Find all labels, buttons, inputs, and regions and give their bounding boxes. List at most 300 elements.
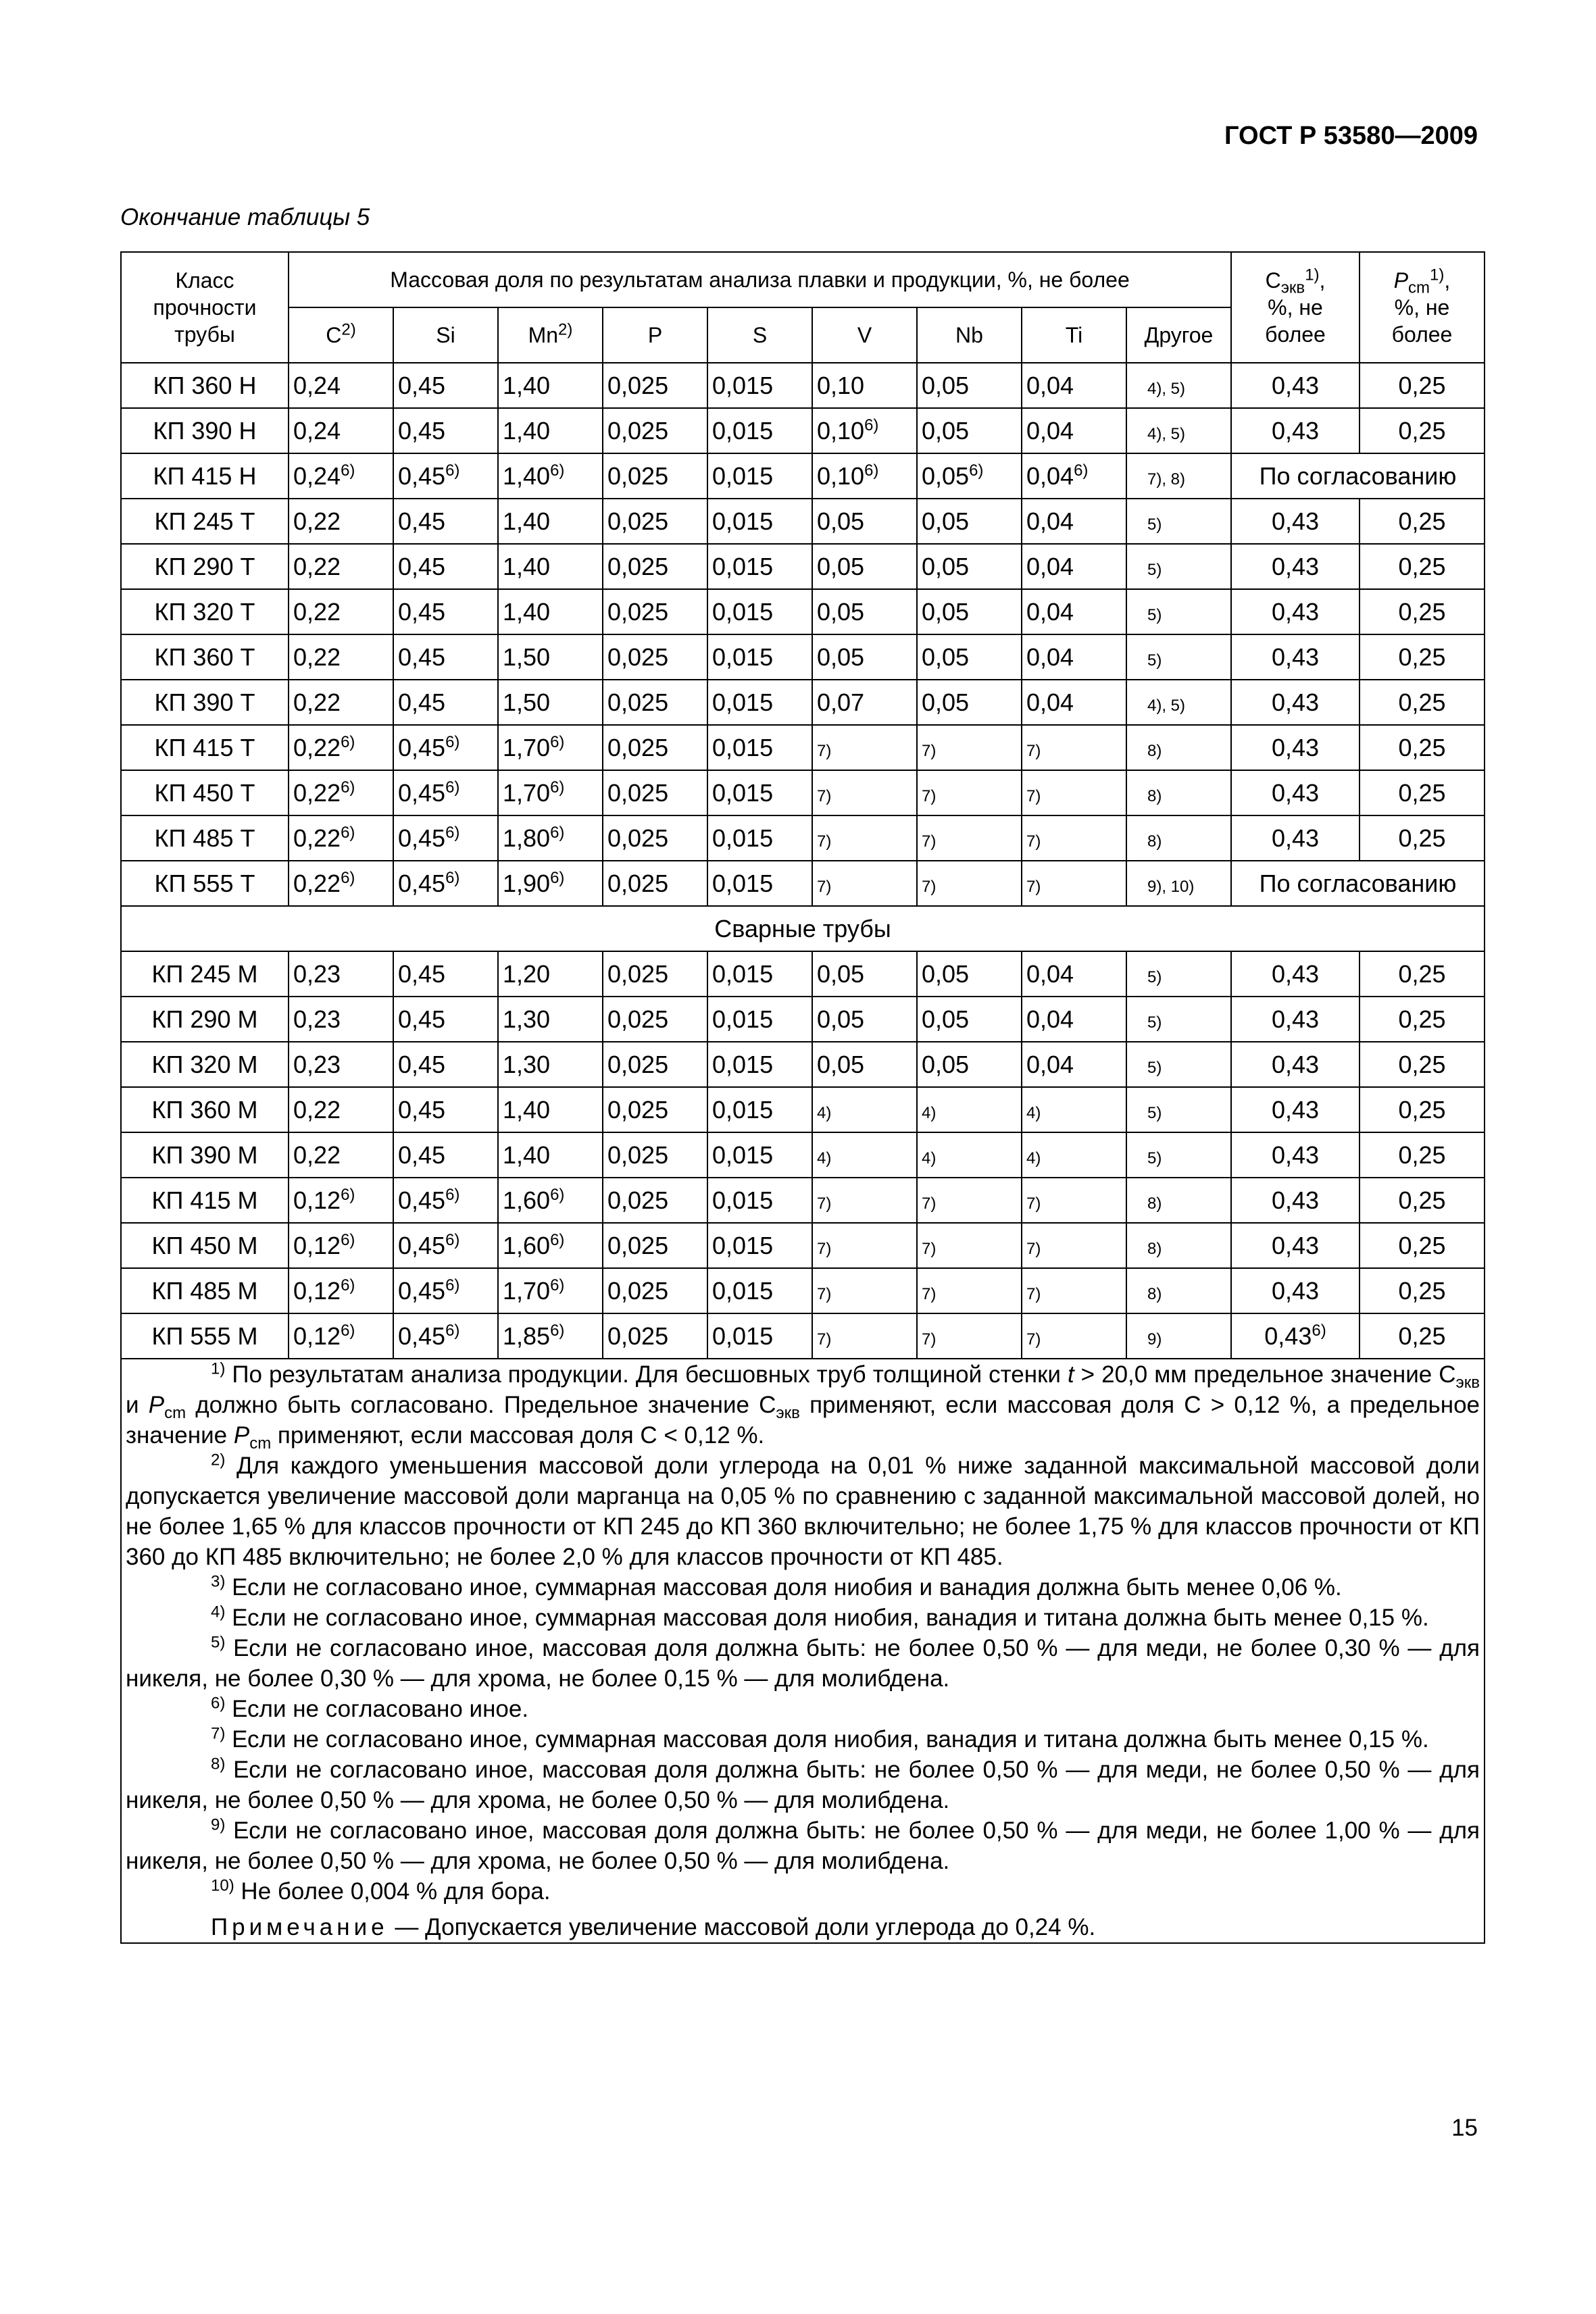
strength-class: КП 450 Т (121, 770, 289, 815)
cell-mn: 1,20 (498, 951, 603, 997)
cell-s: 0,015 (707, 453, 812, 499)
cell-s: 0,015 (707, 1178, 812, 1223)
cell-by-agreement: По согласованию (1231, 453, 1485, 499)
cell-nb: 0,05 (917, 951, 1022, 997)
cell-ce: 0,43 (1231, 589, 1360, 634)
cell-mn: 1,40 (498, 408, 603, 453)
cell-v: 0,07 (812, 680, 917, 725)
cell-ti: 7) (1022, 1223, 1126, 1268)
strength-class: КП 555 М (121, 1313, 289, 1359)
strength-class: КП 360 Н (121, 363, 289, 408)
cell-s: 0,015 (707, 499, 812, 544)
cell-other: 4), 5) (1126, 408, 1231, 453)
footnote-1: $^{1)}$ По результатам анализа продукции. Для бесшовных труб толщиной стенки t > 20,0 мм предельное значение $C_{экв}$ и $P_{cm}$ должно быть согласовано. Предельное значение $C_{экв}$ применяют, если массовая доля C > 0,12 %, а предельное значение $P_{cm}$ применяют, если массовая доля C < 0,12 %. (126, 1359, 1480, 1453)
strength-class: КП 320 Т (121, 589, 289, 634)
table-row (121, 1042, 1485, 1087)
header-element: Другое (1126, 307, 1231, 363)
table-caption: Окончание таблицы 5 (120, 204, 370, 230)
cell-si: 0,45 (393, 1132, 498, 1178)
cell-s: 0,015 (707, 1087, 812, 1132)
cell-pcm: 0,25 (1360, 408, 1485, 453)
cell-mn: 1,60$^{6)}$ (498, 1178, 603, 1223)
cell-v: 7) (812, 725, 917, 770)
table-row (121, 499, 1485, 544)
cell-s: 0,015 (707, 1268, 812, 1313)
cell-other: 8) (1126, 770, 1231, 815)
cell-pcm: 0,25 (1360, 1042, 1485, 1087)
footnote-item: $^{5)}$ Если не согласовано иное, массовая доля должна быть: не более 0,50 % — для меди, не более 0,30 % — для никеля, не более 0,30 % — для хрома, не более 0,15 % — для молибдена. (126, 1633, 1480, 1692)
header-element: Mn$^{2)}$ (498, 307, 603, 363)
table-row (121, 861, 1485, 906)
cell-nb: 7) (917, 1313, 1022, 1359)
header-element: $C^{2)}$ (289, 307, 393, 363)
cell-pcm: 0,25 (1360, 1087, 1485, 1132)
cell-pcm: 0,25 (1360, 1268, 1485, 1313)
footnote-item: $^{4)}$ Если не согласовано иное, суммарная массовая доля ниобия, ванадия и титана должна быть менее 0,15 %. (211, 1603, 1429, 1631)
header-element: Nb (917, 307, 1022, 363)
cell-si: 0,45 (393, 680, 498, 725)
footnote-item: $^{6)}$ Если не согласовано иное. (211, 1694, 529, 1722)
cell-nb: 0,05 (917, 499, 1022, 544)
cell-c: 0,22 (289, 634, 393, 680)
cell-v: 4) (812, 1132, 917, 1178)
table-row (121, 1223, 1485, 1268)
cell-p: 0,025 (603, 861, 707, 906)
cell-si: 0,45$^{6)}$ (393, 453, 498, 499)
cell-nb: 4) (917, 1087, 1022, 1132)
cell-ce: 0,43 (1231, 951, 1360, 997)
table-row (121, 453, 1485, 499)
strength-class: КП 245 Т (121, 499, 289, 544)
cell-v: 7) (812, 1223, 917, 1268)
cell-nb: 0,05 (917, 589, 1022, 634)
strength-class: КП 360 Т (121, 634, 289, 680)
cell-other: 5) (1126, 1087, 1231, 1132)
table-row (121, 1087, 1485, 1132)
cell-pcm: 0,25 (1360, 634, 1485, 680)
cell-mn: 1,40 (498, 499, 603, 544)
standard-designation: ГОСТ Р 53580—2009 (1224, 122, 1478, 150)
cell-other: 5) (1126, 634, 1231, 680)
cell-ce: 0,43 (1231, 634, 1360, 680)
cell-pcm: 0,25 (1360, 997, 1485, 1042)
cell-nb: 0,05 (917, 363, 1022, 408)
cell-by-agreement: По согласованию (1231, 861, 1485, 906)
strength-class: КП 290 М (121, 997, 289, 1042)
cell-mn: 1,70$^{6)}$ (498, 770, 603, 815)
cell-v: 0,05 (812, 997, 917, 1042)
table-row (121, 1132, 1485, 1178)
footnote-item: $^{10)}$ Не более 0,004 % для бора. (211, 1876, 551, 1905)
cell-v: 0,10$^{6)}$ (812, 408, 917, 453)
cell-mn: 1,40 (498, 589, 603, 634)
cell-mn: 1,30 (498, 1042, 603, 1087)
table-row (121, 680, 1485, 725)
cell-si: 0,45 (393, 634, 498, 680)
cell-nb: 7) (917, 861, 1022, 906)
cell-mn: 1,70$^{6)}$ (498, 1268, 603, 1313)
page-number: 15 (1451, 2115, 1478, 2141)
cell-ce: 0,43 (1231, 1178, 1360, 1223)
cell-mn: 1,40 (498, 1087, 603, 1132)
cell-c: 0,23 (289, 997, 393, 1042)
cell-nb: 7) (917, 1178, 1022, 1223)
cell-mn: 1,30 (498, 997, 603, 1042)
table-row (121, 951, 1485, 997)
cell-nb: 0,05 (917, 1042, 1022, 1087)
cell-v: 0,05 (812, 951, 917, 997)
cell-nb: 7) (917, 1223, 1022, 1268)
cell-mn: 1,40 (498, 1132, 603, 1178)
cell-c: 0,22 (289, 1087, 393, 1132)
cell-s: 0,015 (707, 1313, 812, 1359)
cell-si: 0,45 (393, 589, 498, 634)
cell-c: 0,24 (289, 363, 393, 408)
table-row (121, 1268, 1485, 1313)
cell-p: 0,025 (603, 408, 707, 453)
cell-other: 5) (1126, 1042, 1231, 1087)
cell-pcm: 0,25 (1360, 589, 1485, 634)
cell-p: 0,025 (603, 1087, 707, 1132)
cell-si: 0,45$^{6)}$ (393, 861, 498, 906)
cell-s: 0,015 (707, 544, 812, 589)
cell-other: 9), 10) (1126, 861, 1231, 906)
cell-ti: 0,04 (1022, 1042, 1126, 1087)
cell-pcm: 0,25 (1360, 725, 1485, 770)
table-row (121, 408, 1485, 453)
strength-class: КП 360 М (121, 1087, 289, 1132)
table-row (121, 589, 1485, 634)
footnote-item: $^{7)}$ Если не согласовано иное, суммарная массовая доля ниобия, ванадия и титана должна быть менее 0,15 %. (211, 1724, 1429, 1753)
cell-si: 0,45 (393, 408, 498, 453)
cell-nb: 7) (917, 770, 1022, 815)
table-row (121, 997, 1485, 1042)
cell-c: 0,12$^{6)}$ (289, 1268, 393, 1313)
cell-pcm: 0,25 (1360, 951, 1485, 997)
cell-mn: 1,50 (498, 680, 603, 725)
cell-mn: 1,70$^{6)}$ (498, 725, 603, 770)
cell-ce: 0,43 (1231, 499, 1360, 544)
cell-v: 7) (812, 1313, 917, 1359)
cell-other: 9) (1126, 1313, 1231, 1359)
cell-c: 0,12$^{6)}$ (289, 1313, 393, 1359)
cell-ti: 0,04 (1022, 363, 1126, 408)
cell-ce: 0,43 (1231, 815, 1360, 861)
cell-other: 5) (1126, 589, 1231, 634)
cell-ce: 0,43 (1231, 1223, 1360, 1268)
cell-ce: 0,43 (1231, 544, 1360, 589)
header-element: Ti (1022, 307, 1126, 363)
cell-si: 0,45$^{6)}$ (393, 1223, 498, 1268)
cell-s: 0,015 (707, 408, 812, 453)
cell-ti: 7) (1022, 815, 1126, 861)
section-welded-pipes: Сварные трубы (121, 906, 1485, 951)
cell-c: 0,22 (289, 589, 393, 634)
footnote-item: $^{8)}$ Если не согласовано иное, массовая доля должна быть: не более 0,50 % — для меди, не более 0,50 % — для никеля, не более 0,50 % — для хрома, не более 0,50 % — для молибдена. (126, 1755, 1480, 1813)
cell-ce: 0,43 (1231, 363, 1360, 408)
cell-other: 4), 5) (1126, 680, 1231, 725)
cell-c: 0,23 (289, 1042, 393, 1087)
cell-v: 7) (812, 770, 917, 815)
cell-nb: 0,05 (917, 408, 1022, 453)
cell-other: 7), 8) (1126, 453, 1231, 499)
cell-v: 7) (812, 815, 917, 861)
cell-c: 0,22 (289, 1132, 393, 1178)
cell-v: 7) (812, 1178, 917, 1223)
cell-other: 8) (1126, 1268, 1231, 1313)
cell-mn: 1,40 (498, 544, 603, 589)
cell-pcm: 0,25 (1360, 544, 1485, 589)
cell-v: 0,05 (812, 589, 917, 634)
cell-ce: 0,43 (1231, 1268, 1360, 1313)
cell-pcm: 0,25 (1360, 1313, 1485, 1359)
chemical-composition-table (120, 251, 1485, 1944)
cell-ti: 4) (1022, 1132, 1126, 1178)
cell-p: 0,025 (603, 1042, 707, 1087)
cell-v: 0,10 (812, 363, 917, 408)
cell-c: 0,22$^{6)}$ (289, 861, 393, 906)
cell-ce: 0,43 (1231, 408, 1360, 453)
cell-ce: 0,43 (1231, 997, 1360, 1042)
table-note: Примечание — Допускается увеличение массовой доли углерода до 0,24 %. (211, 1914, 1096, 1940)
cell-pcm: 0,25 (1360, 1178, 1485, 1223)
cell-c: 0,22 (289, 680, 393, 725)
cell-pcm: 0,25 (1360, 770, 1485, 815)
header-element: P (603, 307, 707, 363)
cell-ti: 0,04$^{6)}$ (1022, 453, 1126, 499)
cell-si: 0,45 (393, 363, 498, 408)
cell-si: 0,45 (393, 499, 498, 544)
strength-class: КП 415 Н (121, 453, 289, 499)
cell-s: 0,015 (707, 634, 812, 680)
header-element: S (707, 307, 812, 363)
cell-nb: 0,05 (917, 680, 1022, 725)
cell-pcm: 0,25 (1360, 680, 1485, 725)
strength-class: КП 290 Т (121, 544, 289, 589)
cell-v: 0,05 (812, 499, 917, 544)
cell-c: 0,12$^{6)}$ (289, 1178, 393, 1223)
cell-ti: 7) (1022, 861, 1126, 906)
cell-other: 8) (1126, 815, 1231, 861)
strength-class: КП 415 М (121, 1178, 289, 1223)
cell-p: 0,025 (603, 363, 707, 408)
cell-mn: 1,80$^{6)}$ (498, 815, 603, 861)
table-row (121, 770, 1485, 815)
cell-c: 0,22 (289, 544, 393, 589)
cell-mn: 1,40$^{6)}$ (498, 453, 603, 499)
cell-c: 0,22 (289, 499, 393, 544)
strength-class: КП 390 Т (121, 680, 289, 725)
strength-class: КП 485 М (121, 1268, 289, 1313)
cell-ti: 7) (1022, 770, 1126, 815)
cell-s: 0,015 (707, 815, 812, 861)
cell-mn: 1,85$^{6)}$ (498, 1313, 603, 1359)
cell-other: 8) (1126, 1178, 1231, 1223)
cell-ce: 0,43 (1231, 1042, 1360, 1087)
cell-s: 0,015 (707, 770, 812, 815)
cell-c: 0,23 (289, 951, 393, 997)
cell-si: 0,45 (393, 1042, 498, 1087)
cell-other: 5) (1126, 544, 1231, 589)
cell-si: 0,45$^{6)}$ (393, 1178, 498, 1223)
cell-mn: 1,40 (498, 363, 603, 408)
cell-si: 0,45 (393, 1087, 498, 1132)
cell-ti: 0,04 (1022, 951, 1126, 997)
cell-ti: 0,04 (1022, 997, 1126, 1042)
cell-ti: 0,04 (1022, 408, 1126, 453)
cell-v: 0,05 (812, 1042, 917, 1087)
cell-ti: 0,04 (1022, 634, 1126, 680)
cell-pcm: 0,25 (1360, 1132, 1485, 1178)
cell-s: 0,015 (707, 951, 812, 997)
strength-class: КП 245 М (121, 951, 289, 997)
footnote-item: $^{3)}$ Если не согласовано иное, суммарная массовая доля ниобия и ванадия должна быть менее 0,06 %. (211, 1572, 1342, 1601)
cell-si: 0,45$^{6)}$ (393, 770, 498, 815)
cell-ce: 0,43 (1231, 770, 1360, 815)
cell-c: 0,22$^{6)}$ (289, 815, 393, 861)
cell-other: 5) (1126, 499, 1231, 544)
cell-s: 0,015 (707, 861, 812, 906)
cell-v: 0,05 (812, 544, 917, 589)
cell-ce: 0,43 (1231, 680, 1360, 725)
cell-ce: 0,43 (1231, 1087, 1360, 1132)
cell-nb: 0,05 (917, 634, 1022, 680)
cell-s: 0,015 (707, 997, 812, 1042)
cell-nb: 0,05$^{6)}$ (917, 453, 1022, 499)
cell-p: 0,025 (603, 499, 707, 544)
cell-p: 0,025 (603, 453, 707, 499)
cell-s: 0,015 (707, 589, 812, 634)
cell-p: 0,025 (603, 951, 707, 997)
cell-v: 0,05 (812, 634, 917, 680)
cell-p: 0,025 (603, 634, 707, 680)
cell-si: 0,45 (393, 951, 498, 997)
cell-mn: 1,90$^{6)}$ (498, 861, 603, 906)
cell-si: 0,45$^{6)}$ (393, 1268, 498, 1313)
cell-s: 0,015 (707, 363, 812, 408)
cell-c: 0,24 (289, 408, 393, 453)
table-row (121, 725, 1485, 770)
cell-p: 0,025 (603, 1132, 707, 1178)
cell-si: 0,45$^{6)}$ (393, 1313, 498, 1359)
cell-p: 0,025 (603, 680, 707, 725)
cell-v: 4) (812, 1087, 917, 1132)
header-pcm: $P_{cm}^{1)}$, %, не более (1360, 252, 1485, 363)
cell-nb: 7) (917, 815, 1022, 861)
table-row (121, 363, 1485, 408)
cell-v: 7) (812, 861, 917, 906)
cell-ti: 0,04 (1022, 544, 1126, 589)
cell-pcm: 0,25 (1360, 499, 1485, 544)
cell-nb: 4) (917, 1132, 1022, 1178)
cell-s: 0,015 (707, 1223, 812, 1268)
cell-pcm: 0,25 (1360, 363, 1485, 408)
cell-other: 5) (1126, 951, 1231, 997)
cell-ce: 0,43 (1231, 725, 1360, 770)
footnotes (121, 1359, 1485, 1943)
header-element: V (812, 307, 917, 363)
strength-class: КП 485 Т (121, 815, 289, 861)
table-row (121, 1178, 1485, 1223)
cell-ti: 7) (1022, 725, 1126, 770)
cell-p: 0,025 (603, 815, 707, 861)
cell-nb: 0,05 (917, 544, 1022, 589)
cell-ti: 0,04 (1022, 589, 1126, 634)
table-row (121, 815, 1485, 861)
header-element: Si (393, 307, 498, 363)
cell-other: 5) (1126, 1132, 1231, 1178)
cell-pcm: 0,25 (1360, 1223, 1485, 1268)
strength-class: КП 390 М (121, 1132, 289, 1178)
cell-p: 0,025 (603, 1268, 707, 1313)
cell-si: 0,45 (393, 997, 498, 1042)
header-ce: $C_{экв}^{1)}$, %, не более (1231, 252, 1360, 363)
cell-s: 0,015 (707, 725, 812, 770)
cell-v: 7) (812, 1268, 917, 1313)
cell-ce: 0,43 (1231, 1132, 1360, 1178)
cell-si: 0,45 (393, 544, 498, 589)
cell-ti: 0,04 (1022, 499, 1126, 544)
footnote-item: $^{9)}$ Если не согласовано иное, массовая доля должна быть: не более 0,50 % — для меди, не более 1,00 % — для никеля, не более 0,50 % — для хрома, не более 0,50 % — для молибдена. (126, 1815, 1480, 1874)
cell-p: 0,025 (603, 1178, 707, 1223)
strength-class: КП 415 Т (121, 725, 289, 770)
cell-p: 0,025 (603, 1223, 707, 1268)
cell-c: 0,22$^{6)}$ (289, 725, 393, 770)
header-mass-fraction: Массовая доля по результатам анализа плавки и продукции, %, не более (289, 252, 1231, 307)
cell-ti: 0,04 (1022, 680, 1126, 725)
cell-c: 0,24$^{6)}$ (289, 453, 393, 499)
strength-class: КП 555 Т (121, 861, 289, 906)
cell-other: 8) (1126, 725, 1231, 770)
cell-p: 0,025 (603, 1313, 707, 1359)
cell-p: 0,025 (603, 589, 707, 634)
cell-other: 5) (1126, 997, 1231, 1042)
strength-class: КП 390 Н (121, 408, 289, 453)
strength-class: КП 450 М (121, 1223, 289, 1268)
table-row (121, 544, 1485, 589)
table-row (121, 634, 1485, 680)
cell-v: 0,10$^{6)}$ (812, 453, 917, 499)
cell-p: 0,025 (603, 725, 707, 770)
cell-nb: 7) (917, 1268, 1022, 1313)
header-class: Класс прочности трубы (121, 252, 289, 363)
cell-ti: 7) (1022, 1313, 1126, 1359)
cell-mn: 1,60$^{6)}$ (498, 1223, 603, 1268)
cell-ti: 7) (1022, 1178, 1126, 1223)
cell-s: 0,015 (707, 1042, 812, 1087)
cell-c: 0,12$^{6)}$ (289, 1223, 393, 1268)
cell-pcm: 0,25 (1360, 815, 1485, 861)
cell-other: 8) (1126, 1223, 1231, 1268)
cell-p: 0,025 (603, 770, 707, 815)
cell-p: 0,025 (603, 544, 707, 589)
table-row (121, 1313, 1485, 1359)
cell-other: 4), 5) (1126, 363, 1231, 408)
cell-si: 0,45$^{6)}$ (393, 725, 498, 770)
strength-class: КП 320 М (121, 1042, 289, 1087)
cell-mn: 1,50 (498, 634, 603, 680)
cell-s: 0,015 (707, 680, 812, 725)
cell-c: 0,22$^{6)}$ (289, 770, 393, 815)
cell-nb: 7) (917, 725, 1022, 770)
cell-ti: 4) (1022, 1087, 1126, 1132)
cell-ti: 7) (1022, 1268, 1126, 1313)
footnote-item: $^{2)}$ Для каждого уменьшения массовой доли углерода на 0,01 % ниже заданной максимальной массовой доли допускается увеличение массовой доли марганца на 0,05 % по сравнению с заданной максимальной массовой долей, но не более 1,65 % для классов прочности от КП 245 до КП 360 включительно; не более 1,75 % для классов прочности от КП 360 до КП 485 включительно; не более 2,0 % для классов прочности от КП 485. (126, 1451, 1480, 1570)
cell-si: 0,45$^{6)}$ (393, 815, 498, 861)
cell-s: 0,015 (707, 1132, 812, 1178)
cell-ce: 0,43$^{6)}$ (1231, 1313, 1360, 1359)
cell-p: 0,025 (603, 997, 707, 1042)
